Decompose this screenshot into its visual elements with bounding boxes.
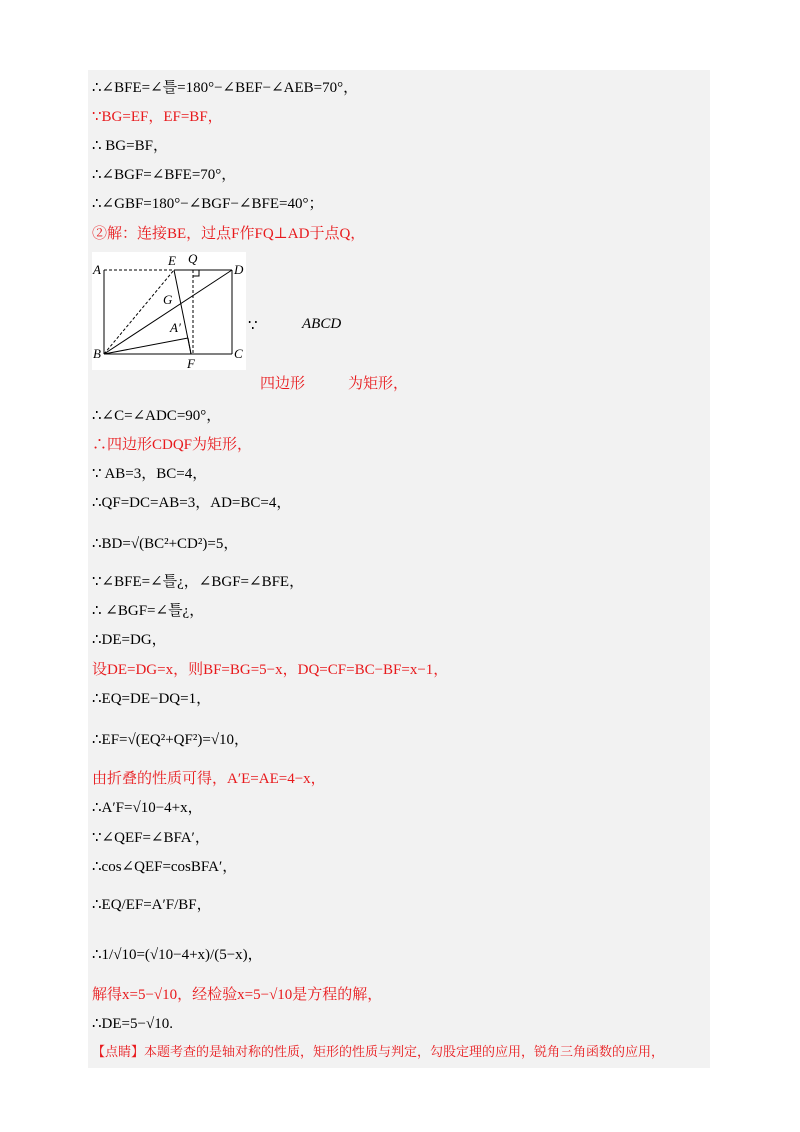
line-14: ∴DE=DG， — [92, 632, 167, 648]
label-E: E — [168, 253, 176, 268]
line-4: ∴∠BGF=∠BFE=70°， — [92, 167, 237, 183]
line-23: ∴1/√10=(√10−4+x)/(5−x)， — [92, 947, 263, 963]
label-F: F — [187, 356, 195, 370]
label-A-prime: A′ — [170, 320, 181, 335]
comment-line: 【点睛】本题考查的是轴对称的性质，矩形的性质与判定，勾股定理的应用，锐角三角函数的应用， — [92, 1045, 665, 1060]
line-11: ∴BD=√(BC²+CD²)=5， — [92, 536, 239, 552]
rect-name: ABCD — [302, 316, 342, 332]
label-Q: Q — [188, 252, 198, 266]
line-16: ∴EQ=DE−DQ=1， — [92, 691, 212, 707]
label-D: D — [234, 262, 244, 277]
line-15: 设DE=DG=x，则BF=BG=5−x，DQ=CF=BC−BF=x−1， — [92, 662, 449, 678]
line-3: ∴ BG=BF， — [92, 138, 168, 154]
label-G: G — [163, 292, 173, 307]
line-19: ∴A′F=√10−4+x， — [92, 800, 203, 816]
content-panel — [88, 70, 710, 1068]
line-20: ∵∠QEF=∠BFA′， — [92, 830, 210, 846]
line-9: ∵ AB=3，BC=4， — [92, 466, 208, 482]
because-symbol: ∵ — [248, 318, 258, 334]
line-7: ∴∠C=∠ADC=90°， — [92, 408, 222, 424]
geometry-figure — [92, 252, 246, 370]
line-1: ∴∠BFE=∠틀=180°−∠BEF−∠AEB=70°， — [92, 80, 359, 96]
line-8: ∴四边形CDQF为矩形， — [92, 437, 253, 453]
line-22: ∴EQ/EF=A′F/BF， — [92, 897, 212, 913]
line-18: 由折叠的性质可得，A′E=AE=4−x， — [92, 771, 326, 787]
line-24: 解得x=5−√10，经检验x=5−√10是方程的解， — [92, 987, 383, 1003]
line-25: ∴DE=5−√10. — [92, 1016, 173, 1032]
quad-text: 四边形 — [260, 376, 306, 392]
label-B: B — [93, 346, 101, 361]
line-2: ∵BG=EF，EF=BF， — [92, 109, 223, 125]
label-C: C — [234, 346, 243, 361]
line-13: ∴ ∠BGF=∠틀¿， — [92, 603, 205, 619]
line-6: ②解：连接BE，过点F作FQ⊥AD于点Q， — [92, 226, 366, 242]
line-21: ∴cos∠QEF=cosBFA′， — [92, 859, 238, 875]
line-5: ∴∠GBF=180°−∠BGF−∠BFE=40°； — [92, 196, 324, 212]
is-rect-text: 为矩形， — [348, 376, 409, 392]
label-A: A — [93, 262, 101, 277]
line-17: ∴EF=√(EQ²+QF²)=√10， — [92, 732, 250, 748]
line-10: ∴QF=DC=AB=3，AD=BC=4， — [92, 495, 292, 511]
line-12: ∵∠BFE=∠틀¿，∠BGF=∠BFE， — [92, 574, 305, 590]
